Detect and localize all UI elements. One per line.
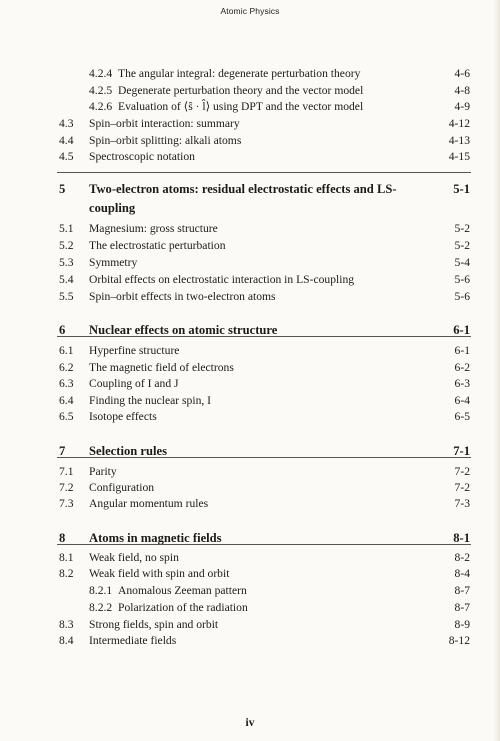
entry-number: 6 [59, 323, 66, 337]
entry-title: Spin–orbit splitting: alkali atoms [89, 134, 242, 147]
entry-page-number: 7-3 [454, 497, 470, 510]
entry-number: 8.2.2 [89, 601, 113, 614]
entry-title: Hyperfine structure [89, 344, 180, 357]
entry-title: Symmetry [89, 256, 138, 269]
entry-number: 8.3 [59, 618, 74, 631]
entry-title: Finding the nuclear spin, I [89, 394, 212, 407]
entry-title: Nuclear effects on atomic structure [89, 323, 278, 337]
entry-number: 6.2 [59, 361, 74, 374]
entry-title: Anomalous Zeeman pattern [118, 584, 247, 597]
entry-title: Magnesium: gross structure [89, 222, 218, 235]
entry-title: Weak field, no spin [89, 551, 179, 564]
entry-title: Evaluation of ⟨ŝ · l̂⟩ using DPT and the vector model [118, 100, 364, 113]
entry-number: 5.3 [59, 256, 74, 269]
entry-page-number: 8-1 [453, 531, 470, 545]
entry-title: Spectroscopic notation [89, 150, 195, 163]
entry-number: 4.2.5 [89, 84, 113, 97]
entry-number: 5.5 [59, 290, 74, 303]
entry-title: Intermediate fields [89, 634, 177, 647]
entry-title: Orbital effects on electrostatic interaction in LS-coupling [89, 273, 355, 286]
entry-number: 7 [59, 444, 66, 458]
entry-page-number: 4-13 [448, 134, 470, 147]
entry-number: 7.1 [59, 465, 74, 478]
entry-title: Isotope effects [89, 410, 157, 423]
entry-number: 7.2 [59, 481, 74, 494]
chapter-divider-rule [57, 172, 471, 173]
entry-page-number: 8-7 [454, 584, 470, 597]
entry-page-number: 4-9 [454, 100, 470, 113]
entry-page-number: 6-2 [454, 361, 470, 374]
entry-number: 4.2.6 [89, 100, 113, 113]
entry-title: Two-electron atoms: residual electrostatic effects and LS-coupling [89, 182, 397, 215]
entry-page-number: 8-9 [454, 618, 470, 631]
chapter-divider-rule [57, 457, 471, 458]
entry-page-number: 8-7 [454, 601, 470, 614]
entry-title: Selection rules [89, 444, 167, 458]
entry-number: 4.5 [59, 150, 74, 163]
entry-page-number: 6-3 [454, 377, 470, 390]
entry-number: 6.5 [59, 410, 74, 423]
entry-number: 5.4 [59, 273, 74, 286]
entry-page-number: 5-2 [454, 239, 470, 252]
entry-page-number: 5-6 [454, 273, 470, 286]
entry-page-number: 6-1 [453, 323, 470, 337]
entry-page-number: 6-1 [454, 344, 470, 357]
entry-number: 5.1 [59, 222, 74, 235]
entry-title: The electrostatic perturbation [89, 239, 226, 252]
entry-title: Atoms in magnetic fields [89, 531, 222, 545]
entry-title: Polarization of the radiation [118, 601, 248, 614]
entry-number: 5 [59, 182, 66, 196]
running-head: Atomic Physics [220, 6, 280, 16]
entry-number: 4.3 [59, 117, 74, 130]
entry-title: Spin–orbit effects in two-electron atoms [89, 290, 276, 303]
entry-page-number: 5-4 [454, 256, 470, 269]
entry-page-number: 5-1 [453, 182, 470, 196]
entry-number: 8.2 [59, 567, 74, 580]
entry-title: Configuration [89, 481, 155, 494]
entry-page-number: 6-5 [454, 410, 470, 423]
entry-title: Weak field with spin and orbit [89, 567, 230, 580]
entry-title: Coupling of I and J [89, 377, 179, 390]
entry-page-number: 5-6 [454, 290, 470, 303]
entry-number: 4.2.4 [89, 67, 113, 80]
entry-number: 6.3 [59, 377, 74, 390]
page-edge-shadow [494, 0, 500, 741]
entry-number: 6.4 [59, 394, 74, 407]
entry-page-number: 4-6 [454, 67, 470, 80]
entry-page-number: 5-2 [454, 222, 470, 235]
entry-number: 8.4 [59, 634, 74, 647]
entry-page-number: 6-4 [454, 394, 470, 407]
chapter-divider-rule [57, 544, 471, 545]
entry-number: 6.1 [59, 344, 74, 357]
entry-page-number: 4-15 [448, 150, 470, 163]
entry-page-number: 8-2 [454, 551, 470, 564]
entry-page-number: 8-12 [448, 634, 470, 647]
entry-page-number: 7-2 [454, 481, 470, 494]
entry-number: 4.4 [59, 134, 74, 147]
entry-number: 5.2 [59, 239, 74, 252]
entry-title: Degenerate perturbation theory and the vector model [118, 84, 364, 97]
entry-page-number: 4-12 [448, 117, 470, 130]
entry-number: 8.2.1 [89, 584, 113, 597]
entry-page-number: 8-4 [454, 567, 470, 580]
entry-title: Angular momentum rules [89, 497, 209, 510]
entry-number: 7.3 [59, 497, 74, 510]
entry-title: Parity [89, 465, 117, 478]
entry-page-number: 7-2 [454, 465, 470, 478]
entry-title: The angular integral: degenerate perturbation theory [118, 67, 361, 80]
entry-page-number: 4-8 [454, 84, 470, 97]
page-folio: iv [245, 717, 255, 729]
entry-number: 8.1 [59, 551, 74, 564]
entry-title: Spin–orbit interaction: summary [89, 117, 240, 130]
entry-title: The magnetic field of electrons [89, 361, 234, 374]
entry-number: 8 [59, 531, 66, 545]
entry-title: Strong fields, spin and orbit [89, 618, 219, 631]
entry-page-number: 7-1 [453, 444, 470, 458]
chapter-divider-rule [57, 336, 471, 337]
